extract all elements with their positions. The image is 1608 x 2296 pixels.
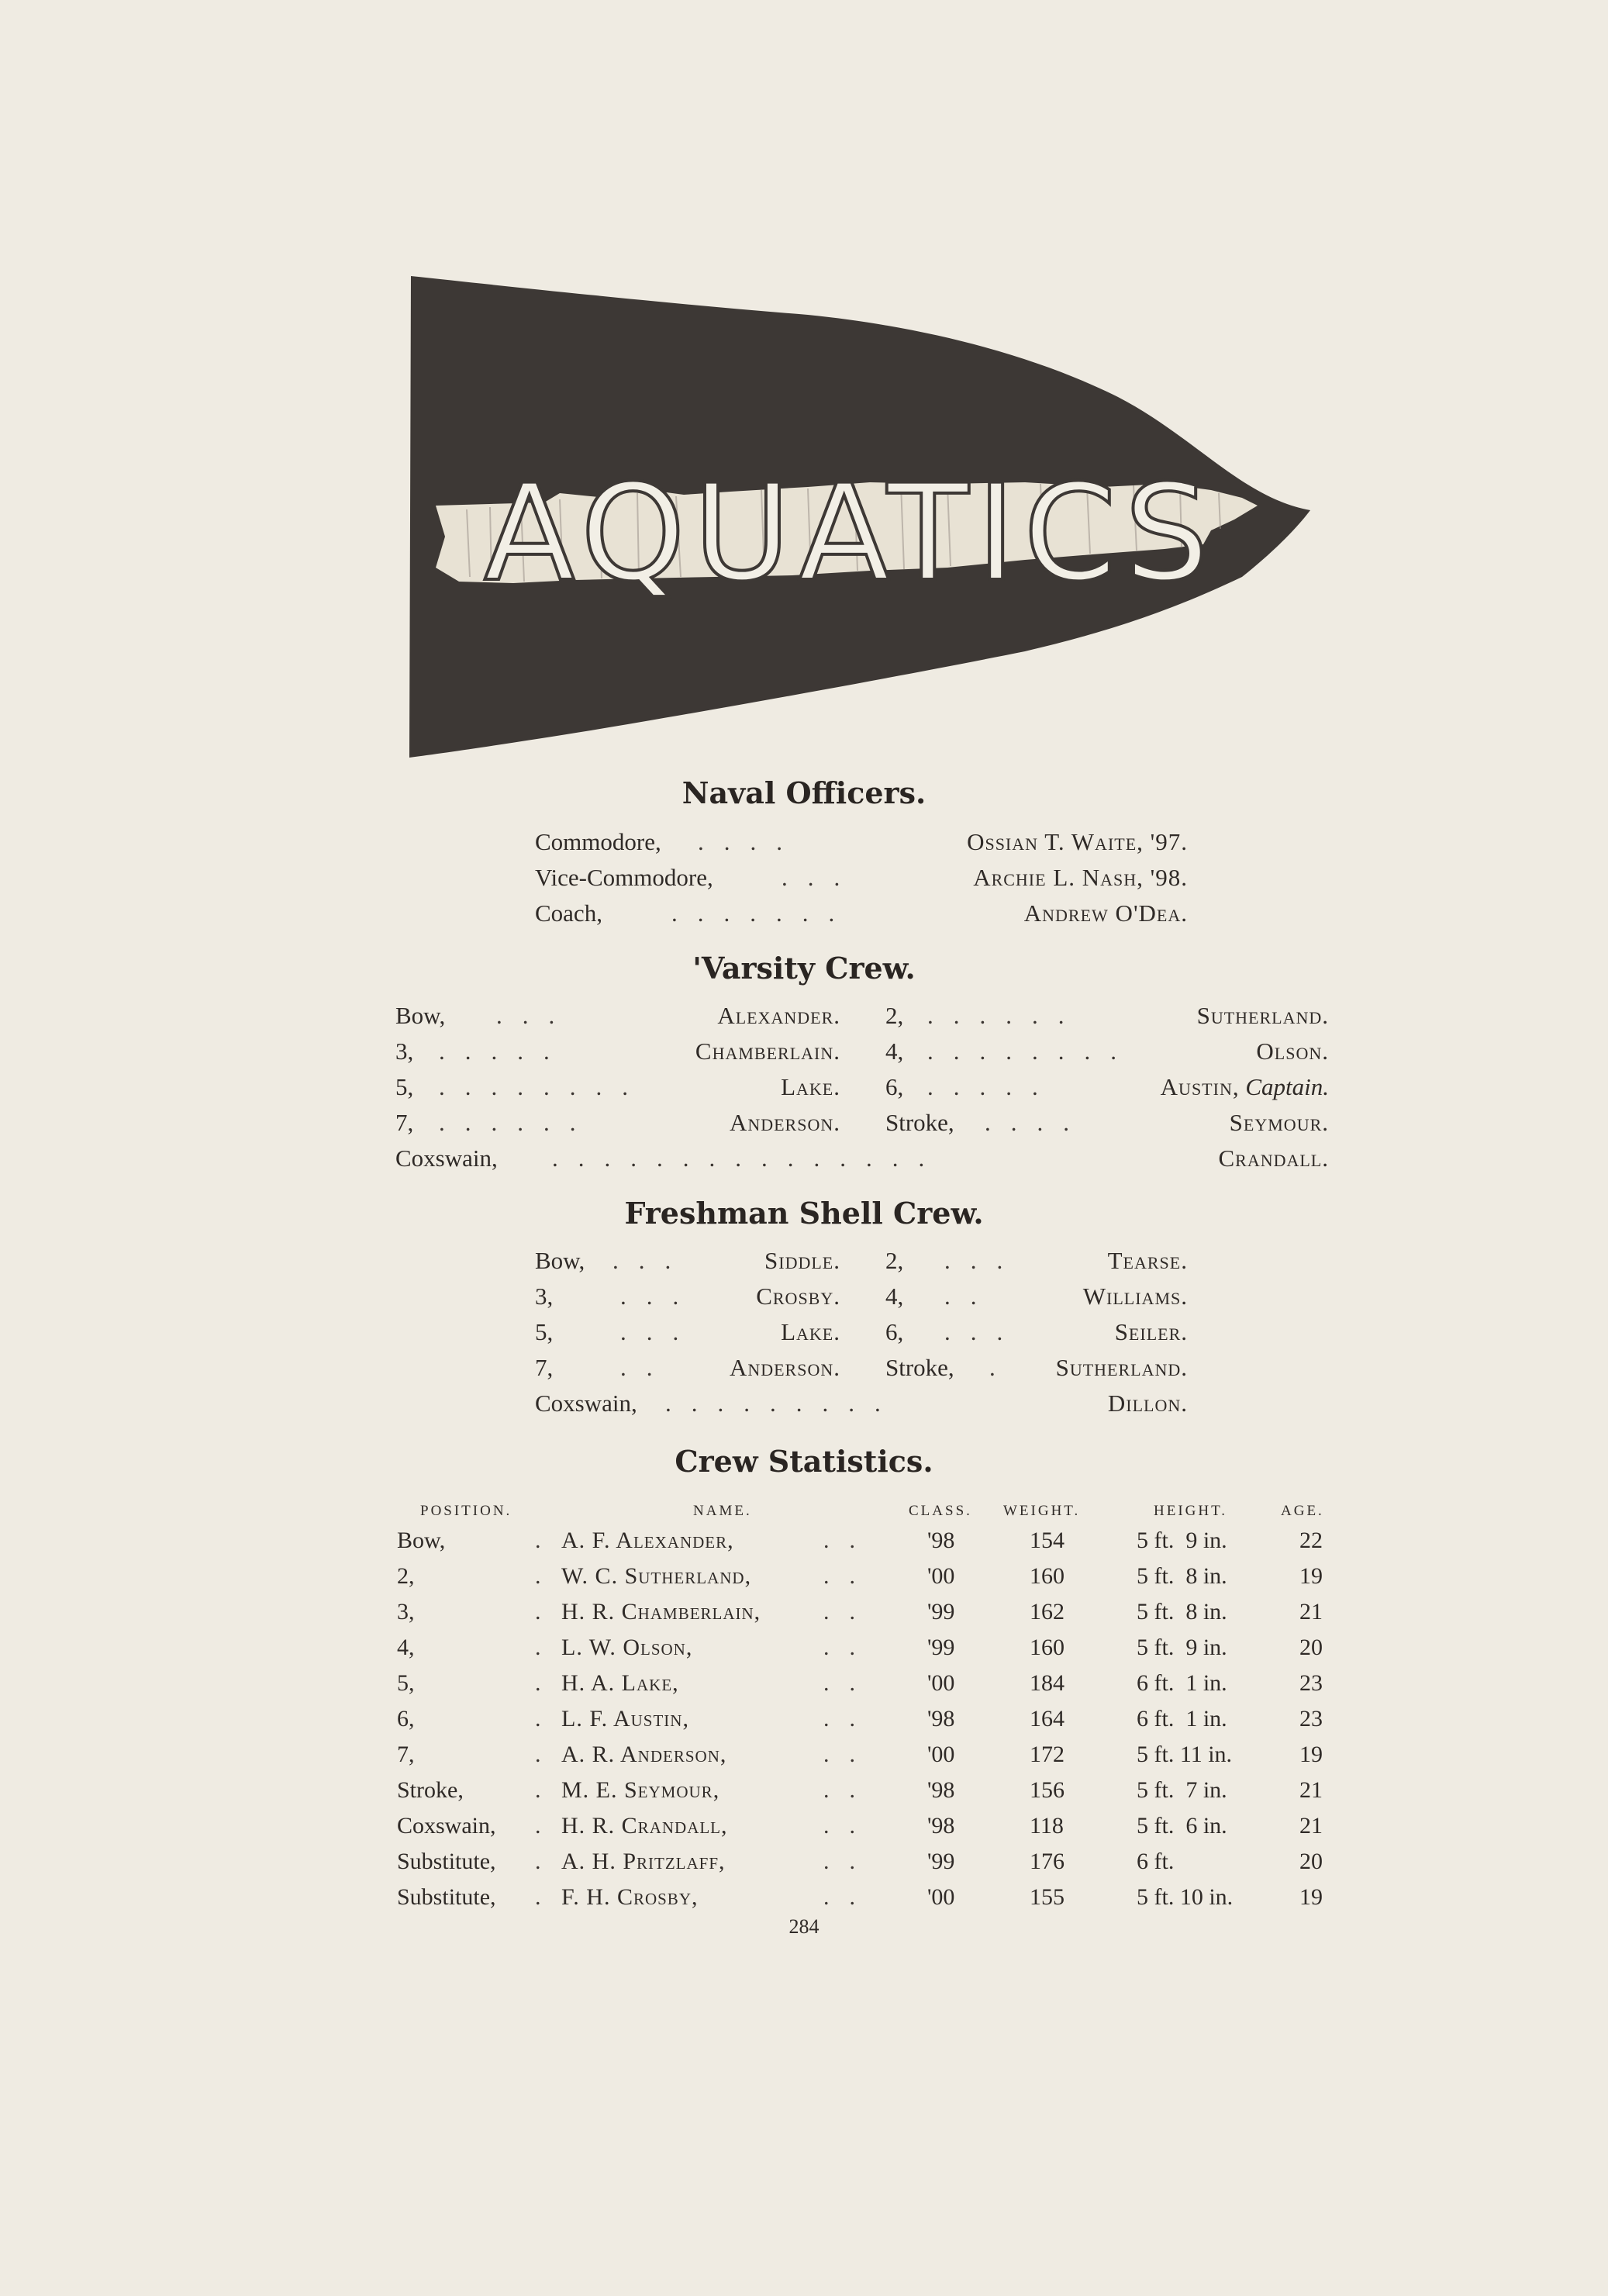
crew-statistics-heading: Crew Statistics.: [675, 1444, 933, 1479]
position-label: 5,: [395, 1073, 414, 1100]
pennant-word: AQUATICS: [484, 455, 1217, 611]
table-row: [0, 1528, 1608, 1563]
leader-dots: ..: [823, 1884, 875, 1910]
crew-name: Crosby.: [756, 1283, 840, 1310]
leader-dots: ..: [823, 1670, 875, 1696]
stat-name: H. A. Lake,: [561, 1670, 679, 1696]
stat-height: 5 ft. 8 in.: [1137, 1599, 1227, 1624]
leader-dots: ..: [823, 1849, 875, 1874]
leader-dots: ..: [823, 1706, 875, 1731]
leader-dots: ...: [620, 1318, 699, 1345]
naval-name: Andrew O'Dea.: [1023, 899, 1188, 927]
leader-dots: .: [535, 1528, 561, 1553]
leader-dots: ......: [927, 1002, 1085, 1029]
stat-position: Coxswain,: [397, 1813, 496, 1839]
stat-height: 5 ft. 10 in.: [1137, 1884, 1234, 1910]
leader-dots: ........: [927, 1038, 1137, 1065]
stat-class: '99: [927, 1599, 955, 1624]
naval-role: Coach,: [535, 899, 602, 927]
crew-name: Anderson.: [729, 1354, 840, 1381]
crew-name: Olson.: [1256, 1038, 1329, 1065]
stat-age: 20: [1299, 1849, 1323, 1874]
leader-dots: ...............: [552, 1145, 945, 1172]
position-label: 4,: [885, 1283, 904, 1310]
leader-dots: .: [535, 1777, 561, 1803]
stat-age: 22: [1299, 1528, 1323, 1553]
crew-name: Chamberlain.: [695, 1038, 840, 1065]
leader-dots: ..: [823, 1813, 875, 1839]
stat-weight: 154: [1030, 1528, 1065, 1553]
crew-name: Austin,: [1160, 1073, 1240, 1100]
leader-dots: .....: [439, 1038, 570, 1065]
captain-entry: [1116, 1073, 1329, 1101]
stat-position: 2,: [397, 1563, 415, 1589]
stat-age: 19: [1299, 1563, 1323, 1589]
stat-weight: 118: [1030, 1813, 1064, 1839]
position-label: 3,: [535, 1283, 554, 1310]
column-header-age: AGE.: [1281, 1503, 1324, 1519]
stat-age: 19: [1299, 1884, 1323, 1910]
leader-dots: ...: [612, 1247, 692, 1274]
stat-age: 21: [1299, 1777, 1323, 1803]
position-label: 7,: [395, 1109, 414, 1136]
leader-dots: .: [535, 1813, 561, 1839]
crew-name: Williams.: [1082, 1283, 1188, 1310]
stat-weight: 184: [1030, 1670, 1065, 1696]
stat-age: 20: [1299, 1635, 1323, 1660]
stat-weight: 176: [1030, 1849, 1065, 1874]
leader-dots: .: [535, 1599, 561, 1624]
stat-class: '99: [927, 1849, 955, 1874]
leader-dots: .: [535, 1849, 561, 1874]
stat-class: '98: [927, 1706, 955, 1731]
leader-dots: .....: [927, 1073, 1058, 1100]
stat-height: 5 ft. 9 in.: [1137, 1635, 1227, 1660]
stat-age: 19: [1299, 1742, 1323, 1767]
stat-name: A. F. Alexander,: [561, 1528, 734, 1553]
position-label: 2,: [885, 1002, 904, 1029]
leader-dots: ..: [823, 1563, 875, 1589]
crew-name: Seiler.: [1114, 1318, 1188, 1345]
leader-dots: ......: [439, 1109, 596, 1136]
position-label: Bow,: [395, 1002, 446, 1029]
table-row: [0, 1635, 1608, 1670]
stat-height: 6 ft. 1 in.: [1137, 1706, 1227, 1731]
crew-name: Alexander.: [717, 1002, 840, 1029]
naval-role: Commodore,: [535, 828, 661, 855]
column-header-class: CLASS.: [909, 1503, 972, 1519]
stat-position: Substitute,: [397, 1849, 496, 1874]
stat-age: 23: [1299, 1706, 1323, 1731]
crew-name: Tearse.: [1107, 1247, 1188, 1274]
leader-dots: ...: [944, 1247, 1023, 1274]
crew-name: Lake.: [781, 1073, 840, 1100]
leader-dots: ..: [823, 1635, 875, 1660]
table-row: [0, 1563, 1608, 1599]
stat-position: 3,: [397, 1599, 415, 1624]
stat-weight: 162: [1030, 1599, 1065, 1624]
stat-class: '98: [927, 1528, 955, 1553]
stat-age: 21: [1299, 1813, 1323, 1839]
position-label: Bow,: [535, 1247, 585, 1274]
stat-position: Stroke,: [397, 1777, 464, 1803]
stat-weight: 160: [1030, 1635, 1065, 1660]
crew-name: Crandall.: [1218, 1145, 1329, 1172]
stat-age: 23: [1299, 1670, 1323, 1696]
stat-name: L. W. Olson,: [561, 1635, 693, 1660]
stat-height: 6 ft. 1 in.: [1137, 1670, 1227, 1696]
crew-name: Anderson.: [729, 1109, 840, 1136]
stat-position: Bow,: [397, 1528, 446, 1553]
crew-name: Lake.: [781, 1318, 840, 1345]
leader-dots: .......: [671, 899, 855, 927]
leader-dots: .: [535, 1742, 561, 1767]
stat-height: 6 ft.: [1137, 1849, 1175, 1874]
stat-weight: 160: [1030, 1563, 1065, 1589]
leader-dots: ....: [985, 1109, 1089, 1136]
stat-name: F. H. Crosby,: [561, 1884, 699, 1910]
naval-role: Vice-Commodore,: [535, 864, 713, 891]
stat-age: 21: [1299, 1599, 1323, 1624]
leader-dots: .: [989, 1354, 1016, 1381]
table-row: [0, 1599, 1608, 1635]
column-header-position: POSITION.: [420, 1503, 512, 1519]
stat-height: 5 ft. 7 in.: [1137, 1777, 1227, 1803]
table-row: [0, 1742, 1608, 1777]
stat-class: '99: [927, 1635, 955, 1660]
stat-height: 5 ft. 6 in.: [1137, 1813, 1227, 1839]
leader-dots: ...: [620, 1283, 699, 1310]
leader-dots: .: [535, 1635, 561, 1660]
leader-dots: .........: [665, 1390, 901, 1417]
aquatics-pennant: [405, 273, 1312, 760]
stat-weight: 172: [1030, 1742, 1065, 1767]
leader-dots: ..: [944, 1283, 997, 1310]
naval-name: Ossian T. Waite, '97.: [967, 828, 1188, 855]
table-row: [0, 1670, 1608, 1706]
position-label: 3,: [395, 1038, 414, 1065]
stat-position: 7,: [397, 1742, 415, 1767]
leader-dots: ..: [823, 1777, 875, 1803]
table-row: [0, 1813, 1608, 1849]
stat-name: M. E. Seymour,: [561, 1777, 720, 1803]
table-row: [0, 1706, 1608, 1742]
position-label: 2,: [885, 1247, 904, 1274]
stat-class: '98: [927, 1777, 955, 1803]
stat-name: A. H. Pritzlaff,: [561, 1849, 726, 1874]
stat-class: '00: [927, 1563, 955, 1589]
column-header-name: NAME.: [693, 1503, 752, 1519]
stat-class: '00: [927, 1670, 955, 1696]
column-header-height: HEIGHT.: [1154, 1503, 1228, 1519]
stat-name: H. R. Crandall,: [561, 1813, 728, 1839]
position-label: Stroke,: [885, 1354, 954, 1381]
stat-position: 6,: [397, 1706, 415, 1731]
stat-weight: 156: [1030, 1777, 1065, 1803]
leader-dots: .: [535, 1884, 561, 1910]
stat-name: A. R. Anderson,: [561, 1742, 727, 1767]
crew-name: Sutherland.: [1055, 1354, 1188, 1381]
leader-dots: ...: [782, 864, 861, 891]
position-label: Coxswain,: [395, 1145, 498, 1172]
position-label: 5,: [535, 1318, 554, 1345]
stat-height: 5 ft. 9 in.: [1137, 1528, 1227, 1553]
stat-position: 5,: [397, 1670, 415, 1696]
position-label: 6,: [885, 1073, 904, 1100]
leader-dots: ..: [620, 1354, 673, 1381]
leader-dots: ...: [496, 1002, 575, 1029]
crew-name: Seymour.: [1229, 1109, 1329, 1136]
leader-dots: ..: [823, 1528, 875, 1553]
stat-class: '00: [927, 1742, 955, 1767]
leader-dots: .: [535, 1670, 561, 1696]
position-label: 6,: [885, 1318, 904, 1345]
leader-dots: ..: [823, 1599, 875, 1624]
position-label: Stroke,: [885, 1109, 954, 1136]
crew-name: Dillon.: [1107, 1390, 1188, 1417]
stat-weight: 155: [1030, 1884, 1065, 1910]
column-header-weight: WEIGHT.: [1003, 1503, 1081, 1519]
stat-position: Substitute,: [397, 1884, 496, 1910]
leader-dots: ..: [823, 1742, 875, 1767]
naval-officers-heading: Naval Officers.: [682, 775, 926, 810]
stat-name: W. C. Sutherland,: [561, 1563, 752, 1589]
leader-dots: ...: [944, 1318, 1023, 1345]
stat-class: '00: [927, 1884, 955, 1910]
stat-height: 5 ft. 11 in.: [1137, 1742, 1233, 1767]
stat-name: H. R. Chamberlain,: [561, 1599, 761, 1624]
stat-name: L. F. Austin,: [561, 1706, 689, 1731]
stat-weight: 164: [1030, 1706, 1065, 1731]
position-label: Coxswain,: [535, 1390, 637, 1417]
crew-name: Siddle.: [764, 1247, 840, 1274]
leader-dots: .: [535, 1563, 561, 1589]
leader-dots: ........: [439, 1073, 648, 1100]
freshman-crew-heading: Freshman Shell Crew.: [624, 1196, 984, 1231]
position-label: 7,: [535, 1354, 554, 1381]
leader-dots: .: [535, 1706, 561, 1731]
position-label: 4,: [885, 1038, 904, 1065]
varsity-crew-heading: 'Varsity Crew.: [692, 951, 916, 986]
captain-note: Captain.: [1245, 1073, 1329, 1100]
page-number: 284: [788, 1915, 820, 1938]
stat-height: 5 ft. 8 in.: [1137, 1563, 1227, 1589]
stat-position: 4,: [397, 1635, 415, 1660]
table-row: [0, 1777, 1608, 1813]
leader-dots: ....: [698, 828, 802, 855]
stat-class: '98: [927, 1813, 955, 1839]
naval-name: Archie L. Nash, '98.: [973, 864, 1188, 891]
crew-name: Sutherland.: [1196, 1002, 1329, 1029]
table-row: [0, 1849, 1608, 1884]
